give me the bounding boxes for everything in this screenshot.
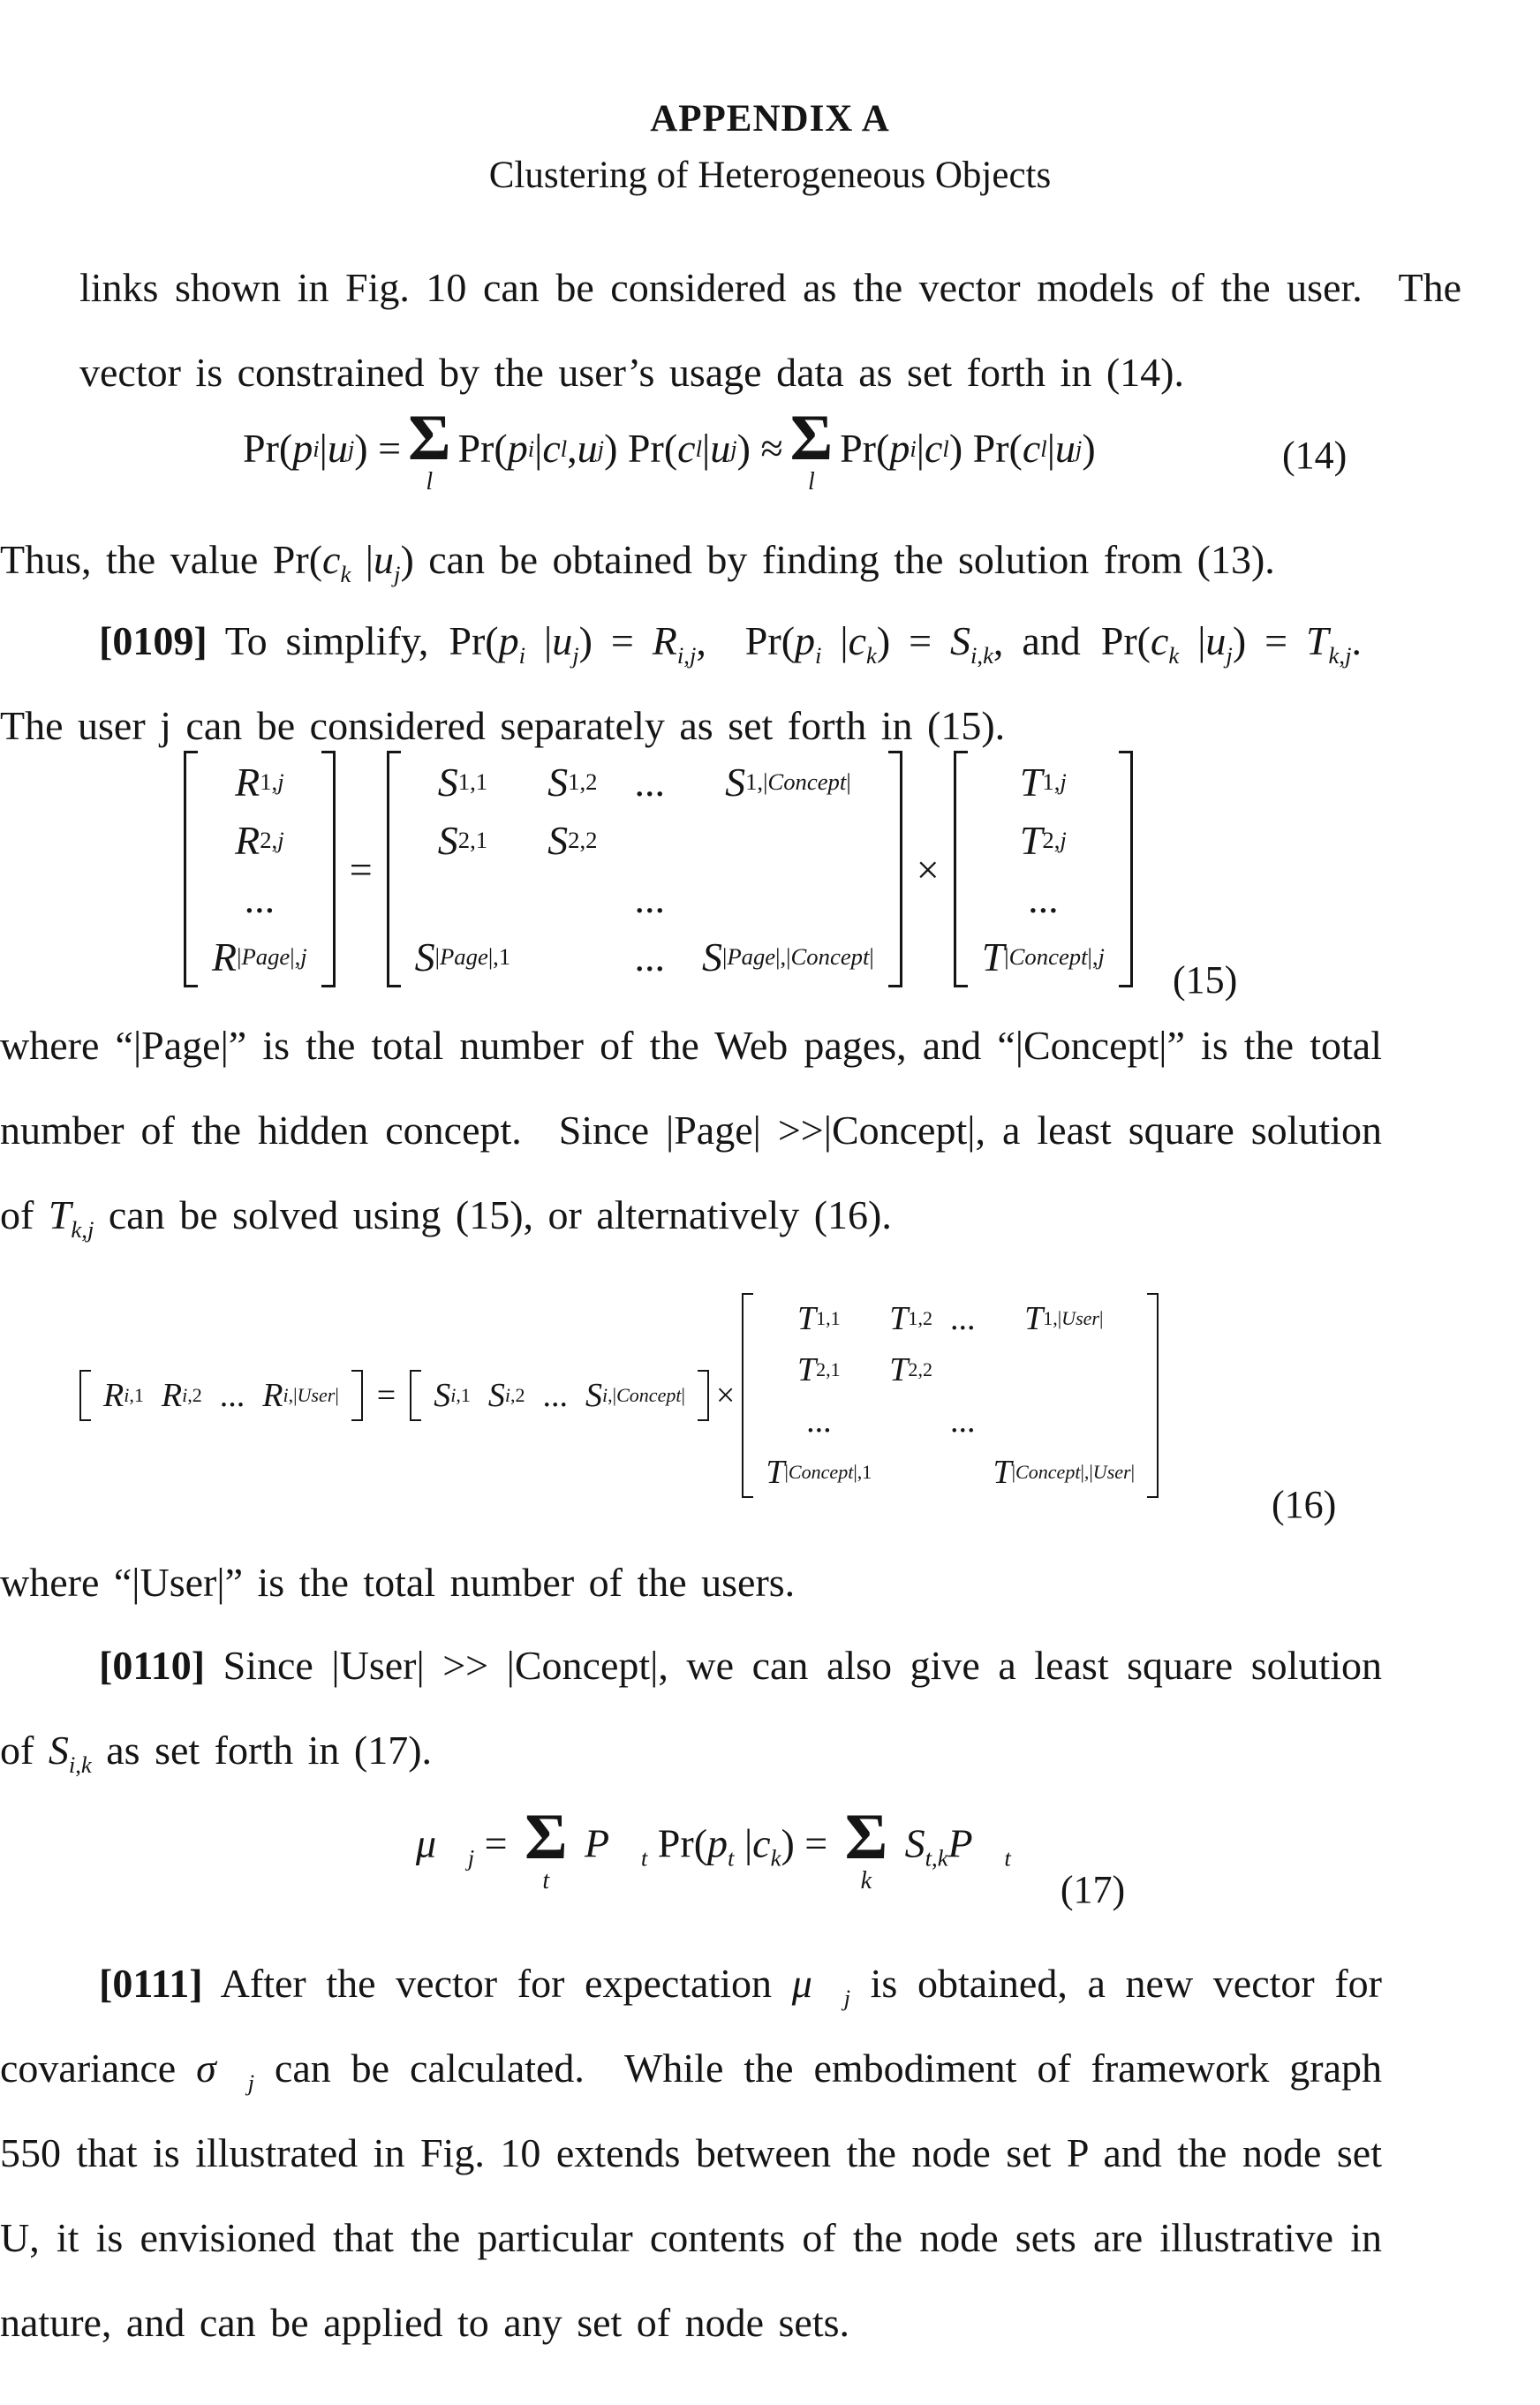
page-title: APPENDIX A	[650, 98, 890, 140]
matrix-bracket	[321, 751, 336, 987]
matrix-cell: R 2,j	[235, 817, 284, 863]
equals-sign: =	[376, 1377, 396, 1414]
matrix-cell: ...	[806, 1403, 832, 1440]
paragraph-intro: links shown in Fig. 10 can be considered as the vector models of the user. The vector is constrained by the user’s usage data as set forth in (14).	[79, 265, 1461, 395]
paragraph-0111-text: After the vector for expectation $\mu⃗_j$ is obtained, a new vector for covariance $\sigma⃗_j$ can be calculated. While the embodiment of framework graph 550 that is illustrated in Fig. 10 extends between the node set P and the node set U, it is envisioned that the particular contents of the node sets are illustrative in nature, and can be applied to any set of node sets.	[0, 1961, 1383, 2345]
matrix-bracket	[351, 1370, 363, 1421]
paragraph-0109-text: To simplify, $Pr(p_i$ $|u_j) = R_{i,j}$, $Pr(p_i$ $|c_k) = S_{i,k}$, and $Pr(c_k$ $|u_j) = T_{k,j}$. The user j can be considered separately as set forth in (15).	[0, 618, 1382, 748]
r-row-vector	[79, 1368, 363, 1423]
equation-15	[79, 749, 1461, 1002]
paragraph-number-0109: [0109]	[99, 618, 208, 663]
matrix-bracket	[1147, 1293, 1159, 1498]
t-vector	[954, 749, 1133, 989]
matrix-cell: S 1,|Concept|	[725, 759, 851, 805]
matrix-bracket	[184, 751, 198, 987]
matrix-cell: R i,2	[161, 1377, 202, 1414]
page-subtitle: Clustering of Heterogeneous Objects	[488, 155, 1052, 196]
paragraph-thus: Thus, the value $Pr(c_k$ $|u_j$) can be obtained by finding the solution from (13).	[0, 537, 1275, 588]
eq16-label: (16)	[1272, 1483, 1337, 1526]
matrix-cell: T |Concept|,|User|	[993, 1454, 1136, 1491]
paragraph-where-page: where “|Page|” is the total number of the Web pages, and “|Concept|” is the total number of the hidden concept. Since |Page| >>|Concept|, a least square solution of $T_{k,j}$ can be solved using (15), or alternatively (16).	[0, 1023, 1382, 1244]
matrix-cell: T 2,j	[1019, 817, 1067, 863]
times-sign: ×	[916, 846, 940, 892]
paragraph-0109	[0, 599, 1382, 768]
matrix-cell: ...	[634, 934, 665, 979]
matrix-bracket	[698, 1370, 709, 1421]
paragraph-where-user: where “|User|” is the total number of the users.	[0, 1560, 796, 1605]
matrix-cell: ...	[244, 875, 276, 921]
matrix-cell: ...	[542, 1377, 569, 1414]
matrix-cell: R 1,j	[235, 759, 284, 805]
matrix-cell: S |Page|,|Concept|	[702, 934, 874, 979]
matrix-cell: ...	[219, 1377, 245, 1414]
s-matrix	[387, 749, 902, 989]
matrix-cell: ...	[634, 759, 665, 805]
matrix-cell: S 1,1	[437, 759, 488, 805]
matrix-cell: S 2,2	[547, 817, 598, 863]
matrix-cell: T 1,2	[889, 1300, 932, 1337]
matrix-cell: S i,2	[487, 1377, 525, 1414]
matrix-cell: T 2,1	[796, 1351, 841, 1388]
summation-symbol: Σ l	[789, 402, 834, 495]
times-sign: ×	[715, 1377, 736, 1414]
r-vector	[184, 749, 336, 989]
matrix-bracket	[79, 1370, 91, 1421]
matrix-cell: R i,1	[103, 1377, 144, 1414]
matrix-bracket	[410, 1370, 421, 1421]
matrix-cell: S 1,2	[547, 759, 598, 805]
title-block	[0, 94, 1540, 201]
matrix-bracket	[742, 1293, 753, 1498]
matrix-cell: T 1,|User|	[1024, 1300, 1104, 1337]
matrix-bracket	[1119, 751, 1133, 987]
matrix-cell: S i,|Concept|	[585, 1377, 685, 1414]
s-row-vector	[410, 1368, 709, 1423]
matrix-cell: S 2,1	[437, 817, 488, 863]
eq14-expression: Pr( p i | u j ) = Σ l Pr( p i | c l , u j ) Pr( c l | u j ) ≈ Σ l Pr( p i | c l ) Pr( c l | u j )	[243, 402, 1096, 495]
paragraph-0110	[0, 1623, 1382, 1793]
equals-sign: =	[349, 846, 373, 892]
matrix-cell: T 1,1	[796, 1300, 841, 1337]
eq17-expression: $\mu⃗_j$ = Σ t $P⃗_t$ $Pr(p_t$ $|c_k$) = Σ k $S_{t,k}P⃗_t$	[415, 1801, 1011, 1895]
matrix-cell: T |Concept|,1	[766, 1454, 872, 1491]
matrix-cell: ...	[949, 1403, 976, 1440]
paragraph-0110-text: Since |User| >> |Concept|, we can also give a least square solution of $S_{i,k}$ as set forth in (17).	[0, 1643, 1382, 1779]
equation-17	[79, 1801, 1461, 1948]
matrix-cell: ...	[949, 1300, 976, 1337]
matrix-cell: ...	[634, 875, 665, 921]
matrix-cell: S |Page|,1	[414, 934, 511, 979]
t-matrix	[742, 1291, 1159, 1500]
eq15-label: (15)	[1173, 958, 1238, 1002]
summation-symbol: Σ l	[408, 402, 451, 495]
matrix-bracket	[954, 751, 968, 987]
matrix-cell: S i,1	[434, 1377, 471, 1414]
equation-16	[79, 1291, 1461, 1526]
matrix-cell: T 2,2	[889, 1351, 932, 1388]
paragraph-number-0111: [0111]	[99, 1961, 203, 2006]
matrix-cell: ...	[1028, 875, 1059, 921]
paragraph-0111	[0, 1941, 1382, 2365]
matrix-bracket	[387, 751, 401, 987]
summation-symbol: Σ t	[525, 1801, 568, 1895]
eq14-label: (14)	[1282, 434, 1348, 477]
matrix-cell: T |Concept|,j	[981, 934, 1105, 979]
matrix-bracket	[888, 751, 902, 987]
matrix-cell: R i,|User|	[262, 1377, 339, 1414]
matrix-cell: T 1,j	[1019, 759, 1067, 805]
paragraph-number-0110: [0110]	[99, 1643, 206, 1688]
eq17-label: (17)	[1060, 1868, 1126, 1912]
summation-symbol: Σ k	[844, 1801, 888, 1895]
matrix-cell: R |Page|,j	[212, 934, 307, 979]
